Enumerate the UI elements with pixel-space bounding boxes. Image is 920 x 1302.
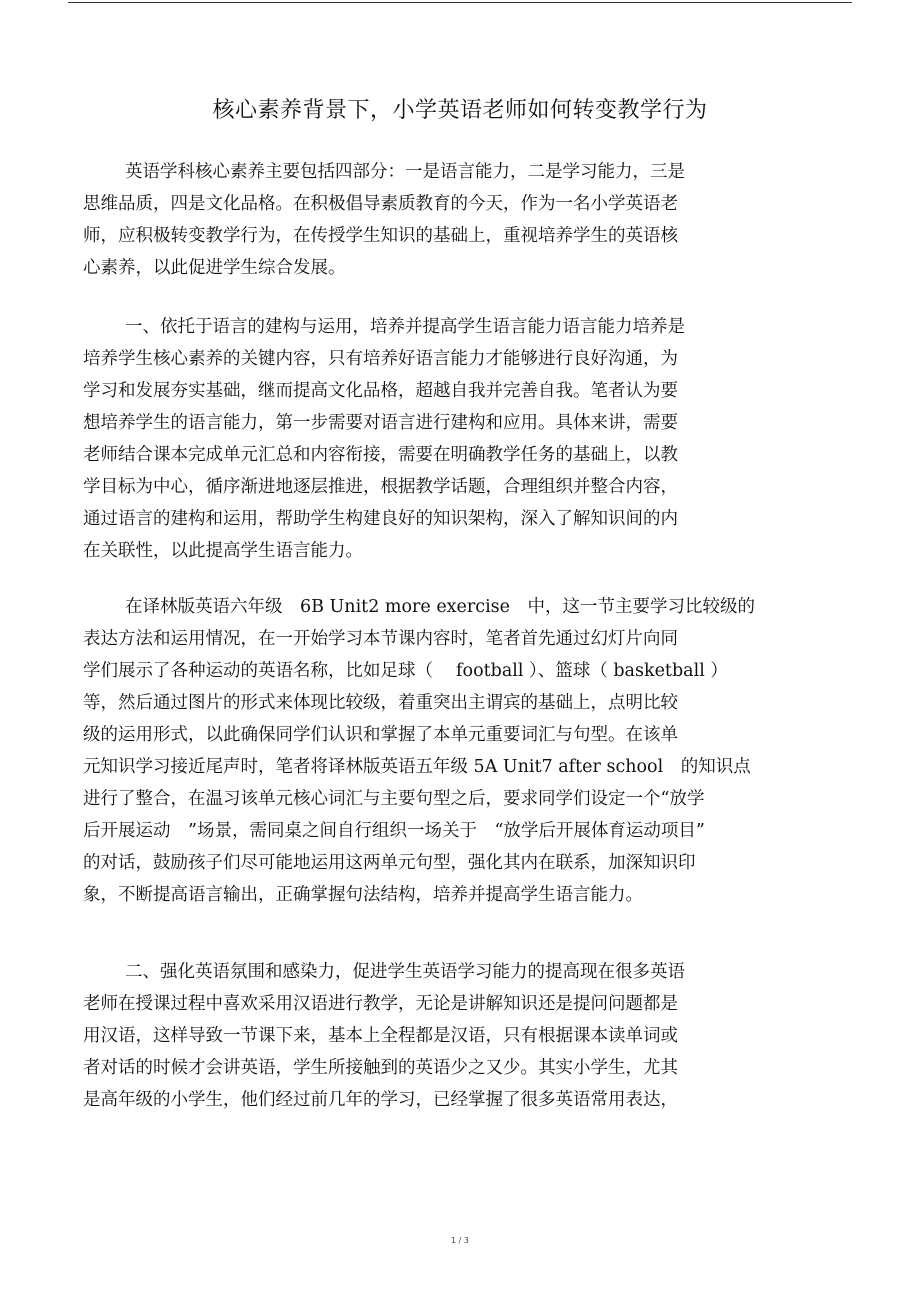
text-line: 学们展示了各种运动的英语名称，比如足球（ football ）、篮球（ basketball ） bbox=[83, 661, 728, 681]
text-line: 用汉语，这样导致一节课下来，基本上全程都是汉语，只有根据课本读单词或 bbox=[83, 1026, 678, 1046]
text-line: 是高年级的小学生，他们经过前几年的学习，已经掌握了很多英语常用表达， bbox=[83, 1090, 678, 1110]
text-line: 在译林版英语六年级 6B Unit2 more exercise 中，这一节主要学习比较级的 bbox=[125, 597, 755, 617]
text-line: 在关联性，以此提高学生语言能力。 bbox=[83, 541, 363, 561]
text-line: 二、强化英语氛围和感染力，促进学生英语学习能力的提高现在很多英语 bbox=[125, 962, 685, 982]
header-rule bbox=[68, 2, 852, 3]
text-line: 进行了整合，在温习该单元核心词汇与主要句型之后，要求同学们设定一个“放学 bbox=[83, 789, 705, 809]
page-number: 1 / 3 bbox=[451, 1236, 469, 1245]
text-line: 师，应积极转变教学行为，在传授学生知识的基础上，重视培养学生的英语核 bbox=[83, 226, 678, 246]
text-line: 通过语言的建构和运用，帮助学生构建良好的知识架构，深入了解知识间的内 bbox=[83, 509, 678, 529]
text-line: 培养学生核心素养的关键内容，只有培养好语言能力才能够进行良好沟通，为 bbox=[83, 349, 678, 369]
text-line: 学目标为中心，循序渐进地逐层推进，根据教学话题，合理组织并整合内容， bbox=[83, 477, 678, 497]
text-line: 心素养，以此促进学生综合发展。 bbox=[83, 258, 346, 278]
text-line: 象，不断提高语言输出，正确掌握句法结构，培养并提高学生语言能力。 bbox=[83, 885, 643, 905]
text-line: 老师在授课过程中喜欢采用汉语进行教学，无论是讲解知识还是提问问题都是 bbox=[83, 994, 678, 1014]
text-line: 一、依托于语言的建构与运用，培养并提高学生语言能力语言能力培养是 bbox=[125, 317, 685, 337]
page-title: 核心素养背景下，小学英语老师如何转变教学行为 bbox=[212, 98, 708, 123]
text-line: 的对话，鼓励孩子们尽可能地运用这两单元句型，强化其内在联系，加深知识印 bbox=[83, 853, 696, 873]
text-line: 者对话的时候才会讲英语，学生所接触到的英语少之又少。其实小学生，尤其 bbox=[83, 1058, 678, 1078]
text-line: 后开展运动 ”场景，需同桌之间自行组织一场关于 “放学后开展体育运动项目” bbox=[83, 821, 705, 841]
text-line: 级的运用形式，以此确保同学们认识和掌握了本单元重要词汇与句型。在该单 bbox=[83, 725, 678, 745]
text-line: 思维品质，四是文化品格。在积极倡导素质教育的今天，作为一名小学英语老 bbox=[83, 194, 678, 214]
text-line: 老师结合课本完成单元汇总和内容衔接，需要在明确教学任务的基础上，以教 bbox=[83, 445, 678, 465]
text-line: 学习和发展夯实基础，继而提高文化品格，超越自我并完善自我。笔者认为要 bbox=[83, 381, 678, 401]
text-line: 英语学科核心素养主要包括四部分：一是语言能力，二是学习能力，三是 bbox=[125, 162, 685, 182]
text-line: 等，然后通过图片的形式来体现比较级，着重突出主谓宾的基础上，点明比较 bbox=[83, 693, 678, 713]
text-line: 想培养学生的语言能力，第一步需要对语言进行建构和应用。具体来讲，需要 bbox=[83, 413, 678, 433]
text-line: 元知识学习接近尾声时，笔者将译林版英语五年级 5A Unit7 after school 的知识点 bbox=[83, 757, 751, 777]
text-line: 表达方法和运用情况，在一开始学习本节课内容时，笔者首先通过幻灯片向同 bbox=[83, 629, 678, 649]
